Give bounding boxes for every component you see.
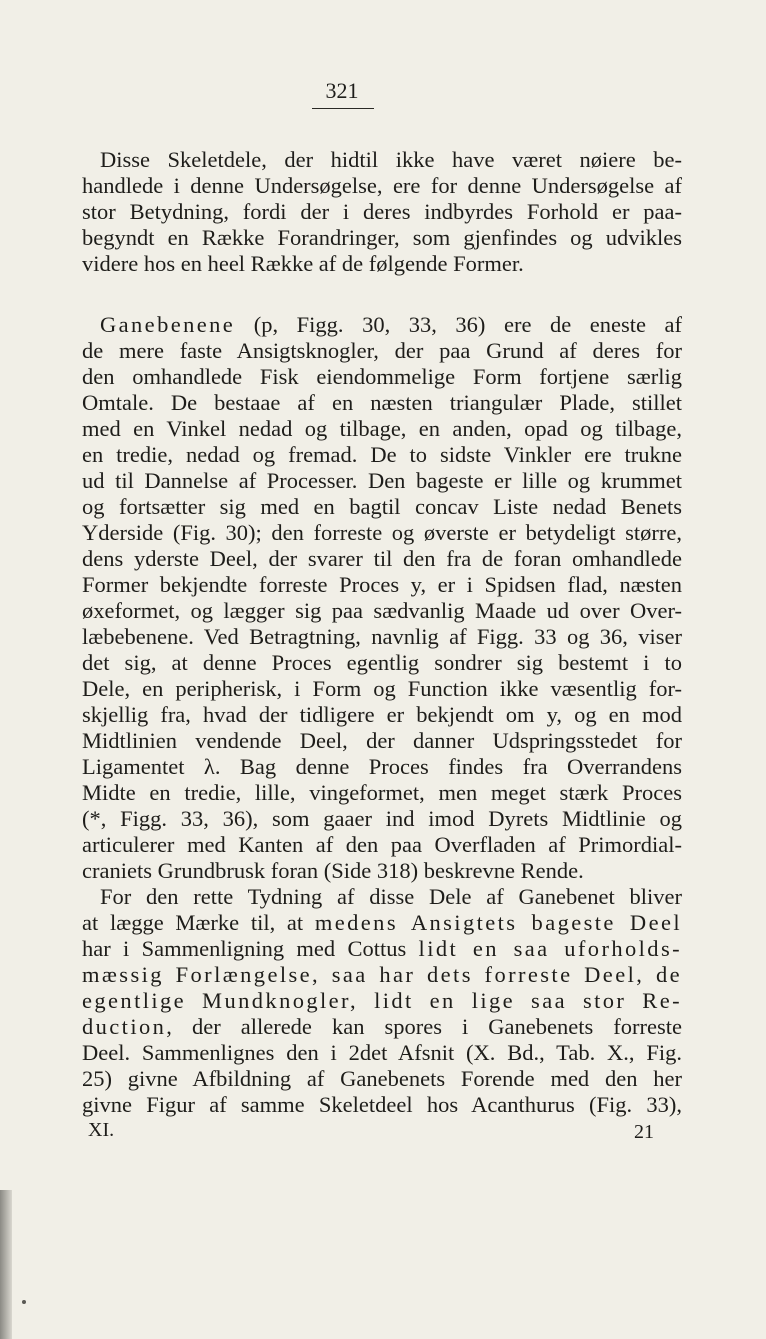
text-span: at lægge Mærke til, at bbox=[82, 910, 315, 935]
text-line: læbebenene. Ved Betragtning, navnlig af Figg. 33 og 36, viser bbox=[82, 624, 682, 649]
text-line: Midte en tredie, lille, vingeformet, men meget stærk Proces bbox=[82, 780, 682, 805]
text-line: de mere faste Ansigtsknogler, der paa Grund af deres for bbox=[82, 338, 682, 363]
spaced-phrase: lidt en saa uforholds- bbox=[418, 936, 682, 961]
text-line: handlede i denne Undersøgelse, ere for denne Undersøgelse af bbox=[82, 173, 682, 198]
page-speck bbox=[22, 1300, 26, 1304]
text-line: Dele, en peripherisk, i Form og Function ikke væsentlig for- bbox=[82, 676, 682, 701]
text-line bbox=[100, 312, 682, 338]
text-line: øxeformet, og lægger sig paa sædvanlig Maade ud over Over- bbox=[82, 598, 682, 623]
signature-mark: XI. bbox=[88, 1119, 115, 1141]
page-number-rule bbox=[312, 108, 374, 109]
page-edge-shadow bbox=[0, 1190, 12, 1339]
text-line: Disse Skeletdele, der hidtil ikke have været nøiere be- bbox=[100, 147, 682, 172]
text-line: Ligamentet λ. Bag denne Proces findes fra Overrandens bbox=[82, 754, 682, 779]
signature-number: 21 bbox=[634, 1121, 654, 1143]
text-line: Omtale. De bestaae af en næsten triangulær Plade, stillet bbox=[82, 390, 682, 415]
text-span: har i Sammenligning med Cottus bbox=[82, 936, 419, 961]
text-line bbox=[82, 910, 682, 936]
text-line: den omhandlede Fisk eiendommelige Form fortjene særlig bbox=[82, 364, 682, 389]
text-line: med en Vinkel nedad og tilbage, en anden, opad og tilbage, bbox=[82, 416, 682, 441]
text-line: For den rette Tydning af disse Dele af Ganebenet bliver bbox=[100, 884, 682, 909]
spaced-phrase: egentlige Mundknogler, lidt en lige saa stor Re- bbox=[82, 988, 682, 1013]
text-span: (p, Figg. 30, 33, 36) ere de eneste af bbox=[235, 312, 682, 337]
text-line: (*, Figg. 33, 36), som gaaer ind imod Dyrets Midtlinie og bbox=[82, 806, 682, 831]
text-line: craniets Grundbrusk foran (Side 318) beskrevne Rende. bbox=[82, 858, 584, 883]
spaced-phrase: medens Ansigtets bageste Deel bbox=[314, 910, 682, 935]
text-line: ud til Dannelse af Processer. Den bageste er lille og krummet bbox=[82, 468, 682, 493]
text-line: Midtlinien vendende Deel, der danner Udspringsstedet for bbox=[82, 728, 682, 753]
text-line bbox=[82, 988, 682, 1014]
text-line: videre hos en heel Række af de følgende Former. bbox=[82, 251, 524, 276]
text-line: en tredie, nedad og fremad. De to sidste Vinkler ere trukne bbox=[82, 442, 682, 467]
spaced-phrase: mæssig Forlængelse, saa har dets forreste Deel, de bbox=[82, 962, 682, 987]
text-line: givne Figur af samme Skeletdeel hos Acanthurus (Fig. 33), bbox=[82, 1092, 682, 1117]
text-line: det sig, at denne Proces egentlig sondrer sig bestemt i to bbox=[82, 650, 682, 675]
text-line bbox=[82, 962, 682, 988]
text-line: og fortsætter sig med en bagtil concav Liste nedad Benets bbox=[82, 494, 682, 519]
text-line bbox=[82, 1014, 682, 1040]
text-line bbox=[82, 936, 682, 962]
text-line: begyndt en Række Forandringer, som gjenfindes og udvikles bbox=[82, 225, 682, 250]
text-line: stor Betydning, fordi der i deres indbyrdes Forhold er paa- bbox=[82, 199, 682, 224]
text-line: skjellig fra, hvad der tidligere er bekjendt om y, og en mod bbox=[82, 702, 682, 727]
text-line: dens yderste Deel, der svarer til den fra de foran omhandlede bbox=[82, 546, 682, 571]
spaced-term: Ganebenene bbox=[100, 312, 236, 337]
text-line: Yderside (Fig. 30); den forreste og øverste er betydeligt større, bbox=[82, 520, 682, 545]
text-line: Deel. Sammenlignes den i 2det Afsnit (X. Bd., Tab. X., Fig. bbox=[82, 1040, 682, 1065]
text-line: 25) givne Afbildning af Ganebenets Forende med den her bbox=[82, 1066, 682, 1091]
text-span: , der allerede kan spores i Ganebenets forreste bbox=[166, 1014, 682, 1039]
spaced-phrase: duction bbox=[82, 1014, 167, 1039]
text-line: Former bekjendte forreste Proces y, er i Spidsen flad, næsten bbox=[82, 572, 682, 597]
page-number: 321 bbox=[325, 78, 359, 103]
text-line: articulerer med Kanten af den paa Overfladen af Primordial- bbox=[82, 832, 682, 857]
